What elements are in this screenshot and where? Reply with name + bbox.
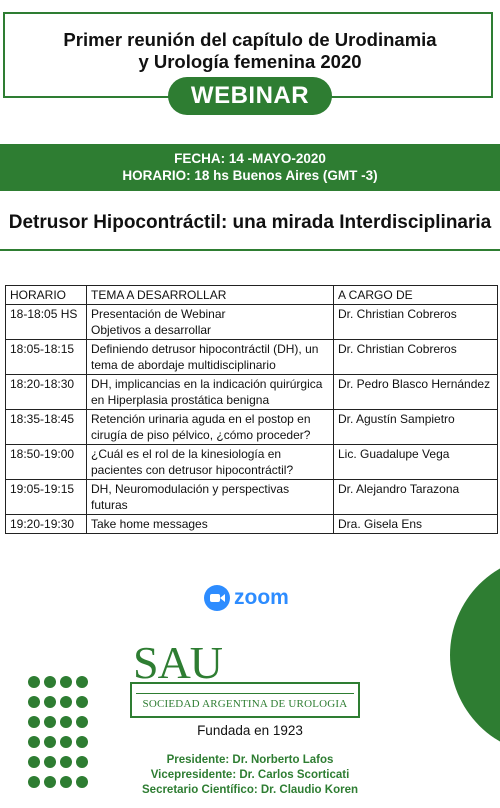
officer-president: Presidente: Dr. Norberto Lafos — [166, 754, 334, 766]
row-speaker: Dr. Christian Cobreros — [334, 305, 498, 340]
row-speaker: Dr. Pedro Blasco Hernández — [334, 375, 498, 410]
webinar-badge: WEBINAR — [168, 77, 332, 115]
officers-list — [0, 753, 500, 798]
schedule-table — [5, 285, 498, 534]
decorative-dot — [76, 676, 88, 688]
founded-year: Fundada en 1923 — [197, 723, 303, 738]
row-time: 18:50-19:00 — [6, 445, 87, 480]
table-row — [6, 305, 498, 340]
decorative-dot — [28, 696, 40, 708]
table-row — [6, 515, 498, 534]
header-tema: TEMA A DESARROLLAR — [87, 286, 334, 305]
table-row — [6, 375, 498, 410]
table-header-row — [6, 286, 498, 305]
officer-scientific-secretary: Secretario Científico: Dr. Claudio Koren — [142, 784, 358, 796]
date-time-band — [0, 144, 500, 191]
row-speaker: Dra. Gisela Ens — [334, 515, 498, 534]
event-time: HORARIO: 18 hs Buenos Aires (GMT -3) — [122, 168, 378, 183]
row-time: 19:05-19:15 — [6, 480, 87, 515]
decorative-dot — [44, 676, 56, 688]
row-topic: ¿Cuál es el rol de la kinesiología en pacientes con detrusor hipocontráctil? — [87, 445, 334, 480]
row-time: 18:20-18:30 — [6, 375, 87, 410]
row-topic-line: Objetivos a desarrollar — [91, 323, 212, 337]
event-title — [0, 29, 500, 73]
row-speaker: Lic. Guadalupe Vega — [334, 445, 498, 480]
row-topic: Definiendo detrusor hipocontráctil (DH), un tema de abordaje multidisciplinario — [87, 340, 334, 375]
divider — [0, 249, 500, 251]
row-topic: DH, implicancias en la indicación quirúrgica en Hiperplasia prostática benigna — [87, 375, 334, 410]
decorative-dot — [28, 676, 40, 688]
sau-logo-letters: SAU — [133, 637, 223, 688]
row-topic: DH, Neuromodulación y perspectivas futuras — [87, 480, 334, 515]
officer-vicepresident: Vicepresidente: Dr. Carlos Scorticati — [150, 769, 350, 781]
event-date: FECHA: 14 -MAYO-2020 — [174, 151, 326, 166]
decorative-dot — [60, 696, 72, 708]
decorative-dot — [76, 696, 88, 708]
table-row — [6, 340, 498, 375]
row-time: 19:20-19:30 — [6, 515, 87, 534]
table-row — [6, 445, 498, 480]
zoom-logo — [204, 583, 289, 613]
row-topic-line: Presentación de Webinar — [91, 307, 226, 321]
zoom-camera-icon — [204, 585, 230, 611]
header-a-cargo: A CARGO DE — [334, 286, 498, 305]
row-topic: Retención urinaria aguda en el postop en cirugía de piso pélvico, ¿cómo proceder? — [87, 410, 334, 445]
row-speaker: Dr. Christian Cobreros — [334, 340, 498, 375]
row-time: 18:05-18:15 — [6, 340, 87, 375]
table-row — [6, 410, 498, 445]
society-name: SOCIEDAD ARGENTINA DE UROLOGIA — [142, 698, 348, 710]
event-title-line-2: y Urología femenina 2020 — [138, 51, 362, 72]
row-speaker: Dr. Agustín Sampietro — [334, 410, 498, 445]
row-speaker: Dr. Alejandro Tarazona — [334, 480, 498, 515]
row-time: 18-18:05 HS — [6, 305, 87, 340]
row-topic: Take home messages — [87, 515, 334, 534]
header-horario: HORARIO — [6, 286, 87, 305]
row-time: 18:35-18:45 — [6, 410, 87, 445]
zoom-wordmark: zoom — [234, 586, 289, 609]
sau-logo-rule — [136, 693, 354, 694]
webinar-topic: Detrusor Hipocontráctil: una mirada Interdisciplinaria — [8, 212, 492, 233]
event-title-line-1: Primer reunión del capítulo de Urodinamia — [63, 29, 437, 50]
row-topic — [87, 305, 334, 340]
decorative-dot — [44, 696, 56, 708]
table-row — [6, 480, 498, 515]
decorative-dot — [60, 676, 72, 688]
